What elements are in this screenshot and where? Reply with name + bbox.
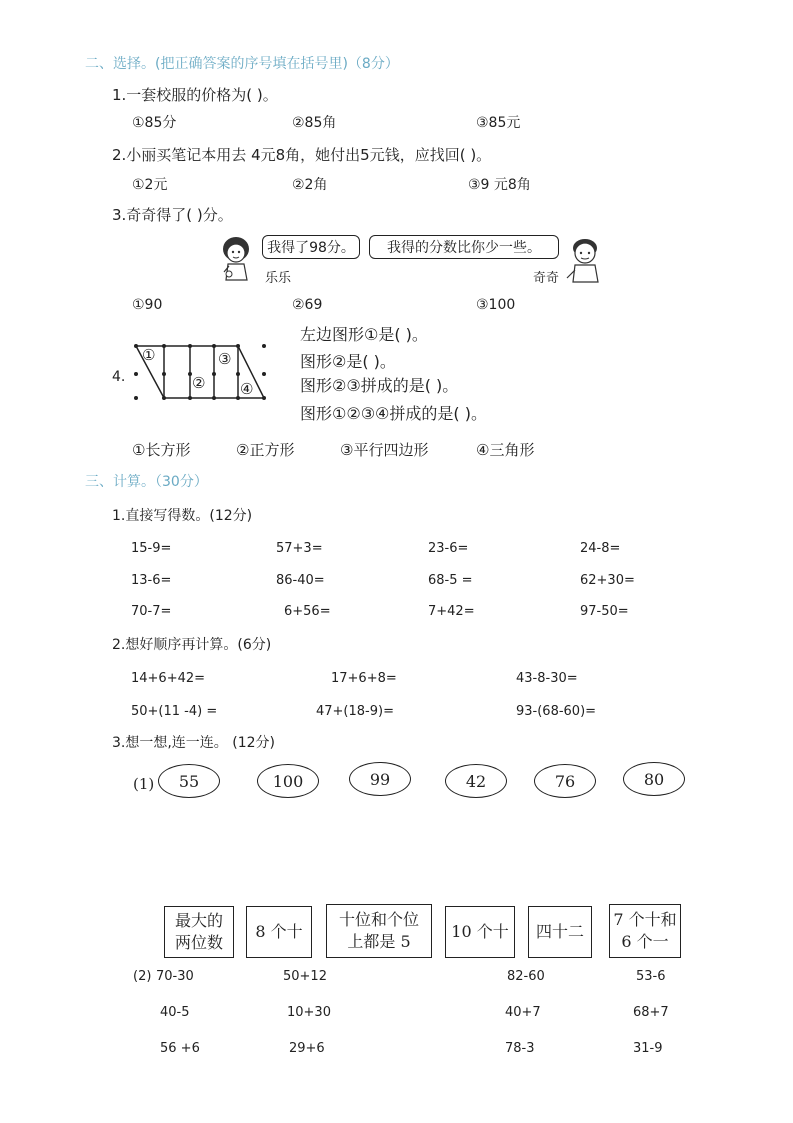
number-oval: 100 bbox=[257, 764, 319, 798]
girl-illustration bbox=[216, 234, 260, 284]
description-box bbox=[164, 906, 234, 958]
order-calc-1-1: 14+6+42= bbox=[131, 671, 206, 686]
shape-label-2: ② bbox=[192, 374, 206, 392]
description-box bbox=[326, 904, 432, 958]
description-box-line: 上都是 5 bbox=[347, 932, 411, 951]
shape-label-1: ① bbox=[142, 346, 156, 364]
expr-2-2: 10+30 bbox=[287, 1005, 331, 1020]
matching-label-1: (1) bbox=[133, 775, 155, 793]
number-oval: 55 bbox=[158, 764, 220, 798]
description-box-line: 四十二 bbox=[535, 922, 584, 941]
q4-option-2: ②正方形 bbox=[236, 441, 295, 459]
description-box bbox=[528, 906, 592, 958]
order-calc-1-3: 43-8-30= bbox=[516, 671, 578, 686]
description-box-line: 8 个十 bbox=[255, 922, 303, 941]
order-calc-2-1: 50+(11 -4) = bbox=[131, 704, 218, 719]
number-oval: 99 bbox=[349, 762, 411, 796]
q4-line-2: 图形②是( )。 bbox=[300, 352, 396, 371]
expr-2-3: 40+7 bbox=[505, 1005, 541, 1020]
calc-3-3: 7+42= bbox=[428, 604, 475, 619]
description-box bbox=[246, 906, 312, 958]
expr-1-4: 53-6 bbox=[636, 969, 666, 984]
description-box-line: 6 个一 bbox=[621, 932, 669, 951]
section-2-title: 二、选择。(把正确答案的序号填在括号里)（8分） bbox=[85, 56, 399, 72]
section-3-title: 三、计算。（30分） bbox=[85, 474, 208, 490]
name-right: 奇奇 bbox=[533, 271, 560, 286]
expr-1-2: 50+12 bbox=[283, 969, 327, 984]
calc-1-2: 57+3= bbox=[276, 541, 323, 556]
description-box bbox=[445, 906, 515, 958]
question-4-number: 4. bbox=[112, 369, 126, 385]
expr-3-1: 56 +6 bbox=[160, 1041, 200, 1056]
expr-2-4: 68+7 bbox=[633, 1005, 669, 1020]
calc-2-2: 86-40= bbox=[276, 573, 325, 588]
calc-2-3: 68-5 = bbox=[428, 573, 473, 588]
calc-3-2: 6+56= bbox=[284, 604, 331, 619]
shape-label-3: ③ bbox=[218, 350, 232, 368]
expr-3-4: 31-9 bbox=[633, 1041, 663, 1056]
q1-option-1: ①85分 bbox=[132, 115, 177, 131]
q4-option-4: ④三角形 bbox=[476, 441, 535, 459]
expr-3-2: 29+6 bbox=[289, 1041, 325, 1056]
description-box-line: 最大的 bbox=[174, 911, 223, 930]
number-oval: 80 bbox=[623, 762, 685, 796]
matching-label-2: (2) bbox=[133, 969, 152, 984]
number-oval: 42 bbox=[445, 764, 507, 798]
question-3-stem: 3.奇奇得了( )分。 bbox=[112, 206, 233, 224]
q4-line-3: 图形②③拼成的是( )。 bbox=[300, 376, 459, 395]
description-box-line: 十位和个位 bbox=[338, 910, 419, 929]
part-1-title: 1.直接写得数。(12分) bbox=[112, 508, 253, 524]
expr-3-3: 78-3 bbox=[505, 1041, 535, 1056]
boy-illustration bbox=[563, 234, 607, 286]
calc-1-1: 15-9= bbox=[131, 541, 172, 556]
q2-option-1: ①2元 bbox=[132, 177, 168, 193]
speech-bubble-right: 我得的分数比你少一些。 bbox=[369, 235, 559, 259]
calc-1-4: 24-8= bbox=[580, 541, 621, 556]
question-2-stem: 2.小丽买笔记本用去 4元8角，她付出5元钱，应找回( )。 bbox=[112, 146, 492, 164]
question-1-stem: 1.一套校服的价格为( )。 bbox=[112, 86, 278, 104]
q1-option-2: ②85角 bbox=[292, 115, 337, 131]
calc-1-3: 23-6= bbox=[428, 541, 469, 556]
calc-2-4: 62+30= bbox=[580, 573, 635, 588]
shape-label-4: ④ bbox=[240, 380, 254, 398]
q4-line-4: 图形①②③④拼成的是( )。 bbox=[300, 404, 487, 423]
expr-1-3: 82-60 bbox=[507, 969, 545, 984]
q4-option-1: ①长方形 bbox=[132, 441, 191, 459]
speech-bubble-left: 我得了98分。 bbox=[262, 235, 360, 259]
description-box-line: 7 个十和 bbox=[613, 910, 677, 929]
description-box-line: 两位数 bbox=[174, 933, 223, 952]
name-left: 乐乐 bbox=[265, 271, 292, 286]
order-calc-2-3: 93-(68-60)= bbox=[516, 704, 597, 719]
calc-2-1: 13-6= bbox=[131, 573, 172, 588]
q2-option-2: ②2角 bbox=[292, 177, 328, 193]
expr-1-1: 70-30 bbox=[156, 969, 194, 984]
description-box bbox=[609, 904, 681, 958]
order-calc-1-2: 17+6+8= bbox=[331, 671, 397, 686]
number-oval: 76 bbox=[534, 764, 596, 798]
description-box-line: 10 个十 bbox=[451, 922, 509, 941]
order-calc-2-2: 47+(18-9)= bbox=[316, 704, 394, 719]
q3-option-1: ①90 bbox=[132, 297, 163, 313]
q3-option-3: ③100 bbox=[476, 297, 516, 313]
q3-option-2: ②69 bbox=[292, 297, 323, 313]
q4-line-1: 左边图形①是( )。 bbox=[300, 325, 428, 344]
expr-2-1: 40-5 bbox=[160, 1005, 190, 1020]
part-3-title: 3.想一想,连一连。 (12分) bbox=[112, 735, 275, 751]
q4-option-3: ③平行四边形 bbox=[340, 441, 429, 459]
calc-3-4: 97-50= bbox=[580, 604, 629, 619]
q1-option-3: ③85元 bbox=[476, 115, 521, 131]
part-2-title: 2.想好顺序再计算。(6分) bbox=[112, 637, 272, 653]
q2-option-3: ③9 元8角 bbox=[468, 177, 531, 193]
calc-3-1: 70-7= bbox=[131, 604, 172, 619]
